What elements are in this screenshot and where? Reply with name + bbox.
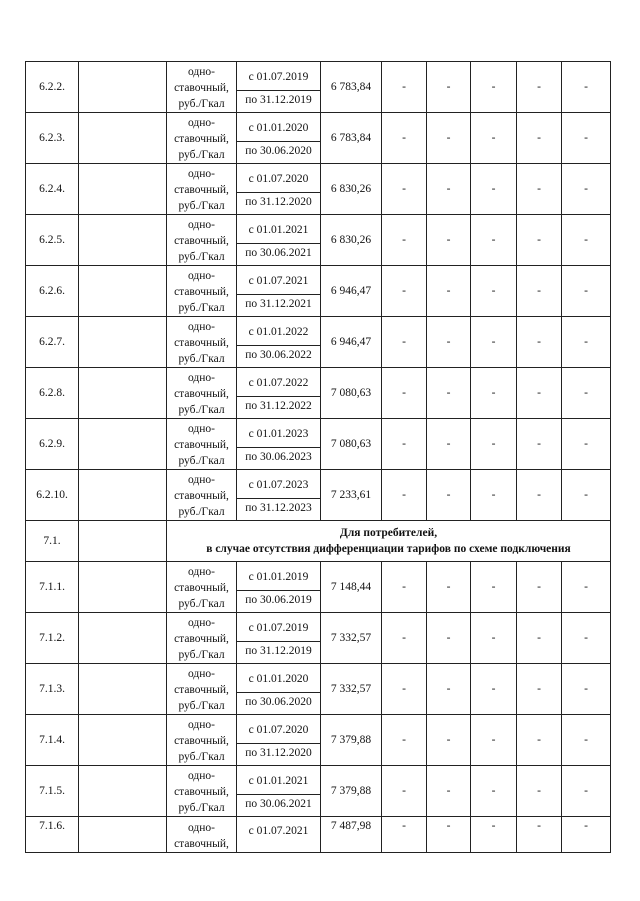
unit-line: руб./Гкал: [178, 148, 225, 161]
unit-cell: [167, 62, 237, 113]
period-to: по 30.06.2021: [237, 243, 321, 262]
dash-cell: -: [382, 419, 427, 470]
row-number: 7.1.6.: [26, 817, 79, 853]
period-cell: [237, 113, 321, 164]
dash-cell: -: [427, 470, 471, 521]
period-cell: [237, 317, 321, 368]
period-cell: [237, 562, 321, 613]
section-number: 7.1.: [26, 521, 79, 562]
dash-cell: -: [517, 766, 562, 817]
unit-line: ставочный,: [174, 785, 229, 798]
dash-cell: -: [471, 113, 517, 164]
unit-line: руб./Гкал: [178, 250, 225, 263]
dash-cell: -: [382, 470, 427, 521]
dash-cell: -: [562, 419, 611, 470]
table-row: [26, 664, 611, 715]
dash-cell: -: [517, 164, 562, 215]
blank-cell: [79, 266, 167, 317]
period-to: по 31.12.2021: [237, 294, 321, 313]
dash-cell: -: [427, 266, 471, 317]
unit-line: одно-: [187, 218, 215, 231]
blank-cell: [79, 215, 167, 266]
tariff-value: 7 148,44: [321, 562, 382, 613]
period-from: с 01.07.2021: [248, 825, 309, 837]
tariff-value: 7 379,88: [321, 715, 382, 766]
dash-cell: -: [517, 664, 562, 715]
period-to: по 30.06.2019: [237, 590, 321, 609]
dash-cell: -: [471, 766, 517, 817]
blank-cell: [79, 470, 167, 521]
period-to: по 31.12.2019: [237, 90, 321, 109]
dash-cell: -: [427, 817, 471, 853]
unit-line: руб./Гкал: [178, 352, 225, 365]
period-to: по 31.12.2023: [237, 498, 321, 517]
period-cell: [237, 715, 321, 766]
dash-cell: -: [562, 215, 611, 266]
dash-cell: -: [382, 317, 427, 368]
period-to: по 30.06.2021: [237, 794, 321, 813]
blank-cell: [79, 521, 167, 562]
dash-cell: -: [471, 664, 517, 715]
dash-cell: -: [562, 562, 611, 613]
row-number: 6.2.9.: [26, 419, 79, 470]
dash-cell: -: [427, 62, 471, 113]
dash-cell: -: [382, 715, 427, 766]
period-to: по 30.06.2023: [237, 447, 321, 466]
tariff-value: 7 080,63: [321, 419, 382, 470]
period-cell: [237, 664, 321, 715]
section-title-line2: в случае отсутствия дифференциации тарифов по схеме подключения: [206, 543, 571, 555]
dash-cell: -: [517, 62, 562, 113]
unit-line: ставочный,: [174, 234, 229, 247]
unit-line: руб./Гкал: [178, 199, 225, 212]
dash-cell: -: [382, 562, 427, 613]
dash-cell: -: [471, 470, 517, 521]
period-cell: [237, 766, 321, 817]
unit-line: ставочный,: [174, 285, 229, 298]
unit-line: ставочный,: [174, 683, 229, 696]
section-title-line1: Для потребителей,: [339, 527, 438, 539]
period-cell: [237, 266, 321, 317]
period-cell: [237, 215, 321, 266]
unit-cell: [167, 766, 237, 817]
dash-cell: -: [562, 664, 611, 715]
dash-cell: -: [382, 215, 427, 266]
dash-cell: -: [562, 613, 611, 664]
dash-cell: -: [517, 419, 562, 470]
unit-line: ставочный,: [174, 387, 229, 400]
dash-cell: -: [382, 164, 427, 215]
dash-cell: -: [471, 266, 517, 317]
dash-cell: -: [517, 215, 562, 266]
blank-cell: [79, 62, 167, 113]
period-to: по 30.06.2020: [237, 692, 321, 711]
tariff-value: 7 379,88: [321, 766, 382, 817]
dash-cell: -: [471, 613, 517, 664]
unit-line: ставочный,: [174, 838, 229, 850]
tariff-value: 7 332,57: [321, 613, 382, 664]
period-cell: [237, 419, 321, 470]
table-row: [26, 766, 611, 817]
table-row: [26, 215, 611, 266]
unit-cell: [167, 215, 237, 266]
row-number: 7.1.2.: [26, 613, 79, 664]
period-to: по 31.12.2020: [237, 743, 321, 762]
dash-cell: -: [517, 817, 562, 853]
unit-cell: [167, 113, 237, 164]
tariff-value: 7 080,63: [321, 368, 382, 419]
dash-cell: -: [517, 113, 562, 164]
dash-cell: -: [471, 164, 517, 215]
tariff-value: 6 946,47: [321, 266, 382, 317]
blank-cell: [79, 664, 167, 715]
unit-line: одно-: [187, 769, 215, 782]
table-row: [26, 470, 611, 521]
table-row: [26, 715, 611, 766]
dash-cell: -: [562, 368, 611, 419]
dash-cell: -: [382, 266, 427, 317]
row-number: 6.2.5.: [26, 215, 79, 266]
unit-line: одно-: [187, 565, 215, 578]
table-row: [26, 317, 611, 368]
tariff-value: 7 332,57: [321, 664, 382, 715]
unit-cell: [167, 470, 237, 521]
tariff-table: [25, 61, 611, 853]
dash-cell: -: [382, 817, 427, 853]
period-from: с 01.01.2019: [248, 571, 309, 583]
table-row: [26, 164, 611, 215]
section-title: [167, 521, 611, 562]
table-row: [26, 613, 611, 664]
dash-cell: -: [562, 766, 611, 817]
dash-cell: -: [427, 164, 471, 215]
unit-line: одно-: [187, 667, 215, 680]
dash-cell: -: [517, 715, 562, 766]
blank-cell: [79, 715, 167, 766]
dash-cell: -: [471, 368, 517, 419]
table-row: [26, 266, 611, 317]
table-row: [26, 368, 611, 419]
dash-cell: -: [427, 613, 471, 664]
period-cell: [237, 368, 321, 419]
period-to: по 31.12.2022: [237, 396, 321, 415]
dash-cell: -: [471, 62, 517, 113]
row-number: 7.1.5.: [26, 766, 79, 817]
row-number: 7.1.3.: [26, 664, 79, 715]
row-number: 7.1.1.: [26, 562, 79, 613]
unit-cell: [167, 613, 237, 664]
row-number: 6.2.10.: [26, 470, 79, 521]
unit-line: ставочный,: [174, 81, 229, 94]
row-number: 6.2.6.: [26, 266, 79, 317]
unit-line: руб./Гкал: [178, 801, 225, 814]
period-cell: [237, 470, 321, 521]
unit-line: одно-: [187, 269, 215, 282]
period-to: по 31.12.2019: [237, 641, 321, 660]
dash-cell: -: [471, 317, 517, 368]
dash-cell: -: [427, 113, 471, 164]
dash-cell: -: [517, 368, 562, 419]
tariff-value: 7 487,98: [321, 817, 382, 853]
period-cell: [237, 817, 321, 853]
unit-cell: [167, 562, 237, 613]
unit-line: ставочный,: [174, 581, 229, 594]
dash-cell: -: [517, 266, 562, 317]
unit-line: одно-: [187, 167, 215, 180]
dash-cell: -: [562, 470, 611, 521]
period-from: с 01.07.2021: [248, 275, 309, 287]
dash-cell: -: [471, 419, 517, 470]
dash-cell: -: [427, 419, 471, 470]
table-row: [26, 62, 611, 113]
tariff-value: 6 830,26: [321, 164, 382, 215]
dash-cell: -: [562, 62, 611, 113]
unit-line: одно-: [187, 616, 215, 629]
blank-cell: [79, 113, 167, 164]
dash-cell: -: [382, 664, 427, 715]
unit-line: одно-: [187, 116, 215, 129]
period-from: с 01.07.2020: [248, 724, 309, 736]
dash-cell: -: [562, 113, 611, 164]
dash-cell: -: [517, 470, 562, 521]
unit-cell: [167, 817, 237, 853]
unit-line: ставочный,: [174, 438, 229, 451]
table-row: [26, 419, 611, 470]
dash-cell: -: [427, 562, 471, 613]
dash-cell: -: [562, 164, 611, 215]
period-from: с 01.01.2020: [248, 122, 309, 134]
dash-cell: -: [427, 766, 471, 817]
row-number: 6.2.4.: [26, 164, 79, 215]
period-from: с 01.07.2023: [248, 479, 309, 491]
unit-line: ставочный,: [174, 734, 229, 747]
table-row: [26, 562, 611, 613]
unit-line: руб./Гкал: [178, 505, 225, 518]
blank-cell: [79, 419, 167, 470]
blank-cell: [79, 317, 167, 368]
row-number: 6.2.3.: [26, 113, 79, 164]
period-from: с 01.07.2019: [248, 622, 309, 634]
unit-line: руб./Гкал: [178, 454, 225, 467]
row-number: 6.2.2.: [26, 62, 79, 113]
unit-line: одно-: [187, 822, 215, 834]
period-from: с 01.01.2021: [248, 224, 309, 236]
blank-cell: [79, 562, 167, 613]
unit-cell: [167, 419, 237, 470]
unit-line: одно-: [187, 473, 215, 486]
unit-line: руб./Гкал: [178, 648, 225, 661]
unit-line: руб./Гкал: [178, 403, 225, 416]
table-row: [26, 113, 611, 164]
dash-cell: -: [382, 62, 427, 113]
unit-line: одно-: [187, 718, 215, 731]
table-row: [26, 817, 611, 853]
blank-cell: [79, 613, 167, 664]
dash-cell: -: [562, 715, 611, 766]
blank-cell: [79, 817, 167, 853]
unit-cell: [167, 266, 237, 317]
row-number: 6.2.7.: [26, 317, 79, 368]
blank-cell: [79, 164, 167, 215]
period-to: по 31.12.2020: [237, 192, 321, 211]
unit-line: руб./Гкал: [178, 699, 225, 712]
dash-cell: -: [382, 766, 427, 817]
period-from: с 01.01.2023: [248, 428, 309, 440]
unit-line: руб./Гкал: [178, 597, 225, 610]
section-header-row: [26, 521, 611, 562]
unit-line: руб./Гкал: [178, 750, 225, 763]
dash-cell: -: [562, 317, 611, 368]
dash-cell: -: [562, 266, 611, 317]
dash-cell: -: [382, 613, 427, 664]
unit-line: ставочный,: [174, 489, 229, 502]
row-number: 6.2.8.: [26, 368, 79, 419]
dash-cell: -: [517, 317, 562, 368]
period-cell: [237, 62, 321, 113]
unit-cell: [167, 368, 237, 419]
period-from: с 01.01.2022: [248, 326, 309, 338]
dash-cell: -: [382, 113, 427, 164]
period-cell: [237, 164, 321, 215]
unit-cell: [167, 664, 237, 715]
tariff-value: 7 233,61: [321, 470, 382, 521]
period-to: по 30.06.2022: [237, 345, 321, 364]
period-from: с 01.07.2020: [248, 173, 309, 185]
period-from: с 01.07.2022: [248, 377, 309, 389]
period-from: с 01.07.2019: [248, 71, 309, 83]
dash-cell: -: [382, 368, 427, 419]
unit-cell: [167, 317, 237, 368]
unit-line: ставочный,: [174, 336, 229, 349]
unit-line: ставочный,: [174, 132, 229, 145]
unit-line: одно-: [187, 422, 215, 435]
blank-cell: [79, 368, 167, 419]
dash-cell: -: [471, 817, 517, 853]
unit-line: ставочный,: [174, 632, 229, 645]
dash-cell: -: [471, 215, 517, 266]
unit-line: руб./Гкал: [178, 301, 225, 314]
dash-cell: -: [517, 613, 562, 664]
dash-cell: -: [427, 368, 471, 419]
period-to: по 30.06.2020: [237, 141, 321, 160]
unit-cell: [167, 715, 237, 766]
unit-cell: [167, 164, 237, 215]
unit-line: руб./Гкал: [178, 97, 225, 110]
tariff-value: 6 783,84: [321, 62, 382, 113]
unit-line: одно-: [187, 65, 215, 78]
unit-line: ставочный,: [174, 183, 229, 196]
period-from: с 01.01.2020: [248, 673, 309, 685]
tariff-value: 6 830,26: [321, 215, 382, 266]
dash-cell: -: [427, 317, 471, 368]
unit-line: одно-: [187, 320, 215, 333]
dash-cell: -: [471, 562, 517, 613]
tariff-value: 6 946,47: [321, 317, 382, 368]
dash-cell: -: [517, 562, 562, 613]
unit-line: одно-: [187, 371, 215, 384]
dash-cell: -: [562, 817, 611, 853]
period-cell: [237, 613, 321, 664]
tariff-value: 6 783,84: [321, 113, 382, 164]
row-number: 7.1.4.: [26, 715, 79, 766]
dash-cell: -: [427, 715, 471, 766]
dash-cell: -: [471, 715, 517, 766]
blank-cell: [79, 766, 167, 817]
period-from: с 01.01.2021: [248, 775, 309, 787]
dash-cell: -: [427, 664, 471, 715]
dash-cell: -: [427, 215, 471, 266]
